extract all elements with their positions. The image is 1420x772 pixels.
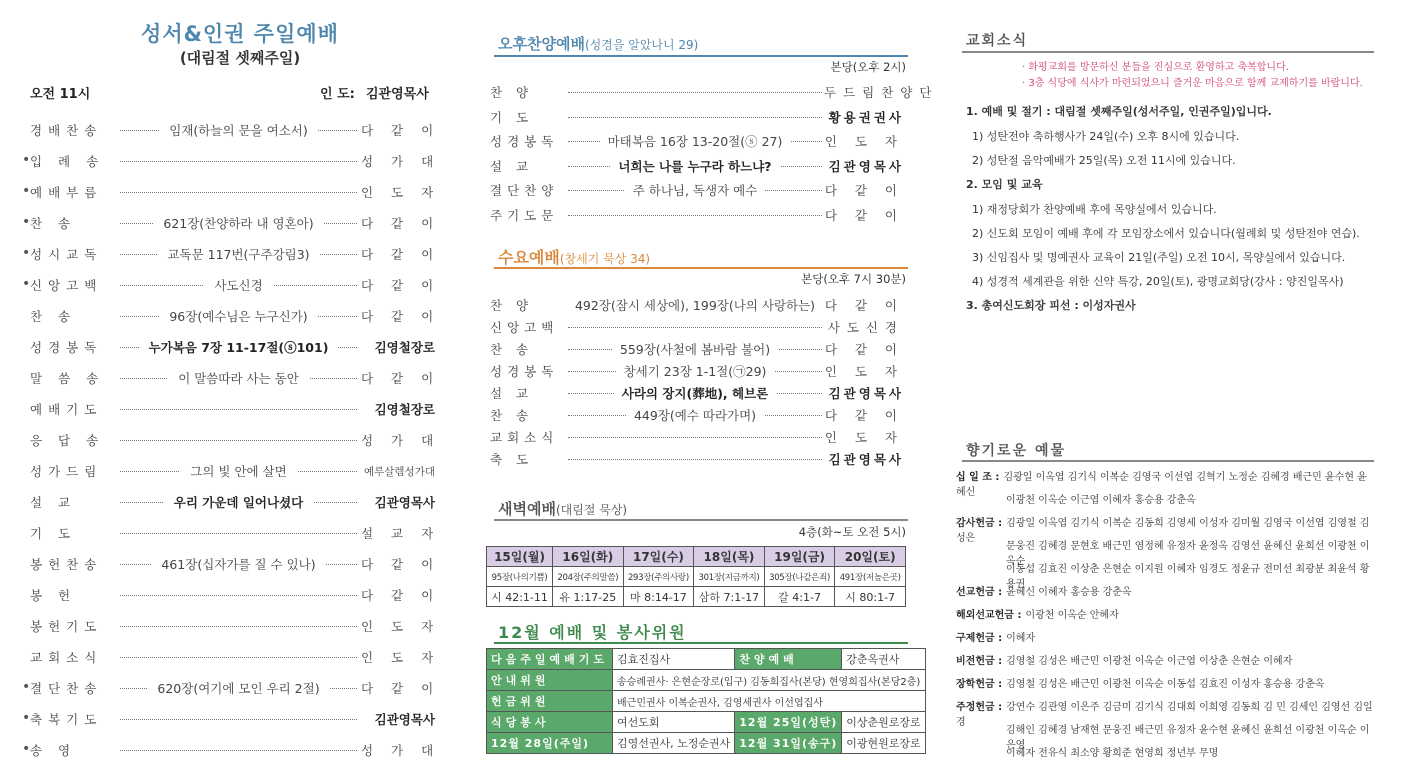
row-detail	[566, 205, 824, 225]
dec25-label: 12월 25일(성탄)	[735, 712, 842, 733]
offering-label: 헌금위원	[487, 691, 613, 712]
offering-label: 장학헌금 :	[956, 679, 1003, 690]
servants-title: 12월 예배 및 봉사위원	[498, 623, 687, 642]
dawn-song: 305장(나같은죄)	[764, 567, 835, 587]
bullet-icon: •	[22, 679, 31, 695]
worship-row	[30, 461, 435, 481]
row-person: 인 도 자	[824, 430, 904, 445]
row-person: 인 도 자	[361, 185, 441, 200]
row-detail	[566, 180, 824, 200]
praise-value: 강춘옥권사	[842, 649, 925, 670]
worship-row	[30, 182, 441, 202]
row-detail	[116, 120, 361, 140]
row-label: 찬 송	[30, 309, 77, 324]
row-person: 인 도 자	[361, 650, 441, 665]
service-row	[490, 427, 904, 447]
bullet-icon: •	[22, 245, 31, 261]
servants-table	[486, 648, 926, 754]
row-label: 봉헌기도	[30, 619, 103, 634]
row-detail	[116, 151, 361, 171]
row-label: 성가드림	[30, 464, 103, 479]
row-detail	[566, 107, 824, 127]
offering-line	[956, 677, 1376, 700]
offering-value: 배근민권사 이복순권사, 김영세권사 이선엽집사	[613, 691, 926, 712]
service-row	[490, 295, 904, 315]
row-label: 주기도문	[490, 207, 559, 223]
worship-row	[30, 430, 441, 450]
row-label: 신앙고백	[30, 278, 103, 293]
row-label: 설 교	[30, 495, 77, 510]
offering-line	[956, 562, 1376, 590]
dotted-leader	[120, 719, 357, 720]
row-person: 다 같 이	[824, 298, 904, 313]
afternoon-place: 본당(오후 2시)	[830, 60, 906, 74]
offerings-list	[956, 470, 1376, 769]
row-text: 620장(여기에 모인 우리 2절)	[147, 679, 329, 697]
row-person: 다 같 이	[361, 371, 441, 386]
dotted-leader	[120, 440, 357, 441]
row-person: 성 가 대	[361, 433, 441, 448]
row-person: 다 같 이	[361, 588, 441, 603]
row-detail	[116, 740, 361, 760]
row-text: 그의 빛 안에 살면	[180, 462, 296, 480]
row-person: 김영철장로	[374, 340, 435, 355]
dec31-value: 이광현원로장로	[842, 733, 925, 754]
row-person: 사도신경	[827, 320, 904, 335]
offering-names: 이혜자 전유식 최소양 황희준 현영희 정년부 무명	[1006, 748, 1219, 759]
row-person: 다 같 이	[824, 183, 904, 198]
row-detail	[116, 709, 361, 729]
bullet-icon: •	[22, 741, 31, 757]
service-row	[490, 405, 904, 425]
page-title: 성서&인권 주일예배	[141, 22, 339, 46]
row-text: 창세기 23장 1-1절(㉠29)	[616, 362, 775, 380]
worship-row	[30, 151, 441, 171]
welcome-line-2: · 3층 식당에 식사가 마련되었으니 즐거운 마음으로 함께 교제하기를 바랍니다.	[1022, 78, 1363, 89]
next-prayer-label: 다음주일예배기도	[487, 649, 613, 670]
row-person: 인 도 자	[824, 364, 904, 379]
offering-names: 이혜자	[1006, 633, 1036, 644]
row-label: 찬 송	[490, 408, 534, 423]
offering-line	[956, 516, 1376, 544]
row-person: 성 가 대	[361, 154, 441, 169]
row-detail	[116, 616, 361, 636]
row-detail	[116, 182, 361, 202]
offering-label: 비전헌금 :	[956, 656, 1003, 667]
service-row	[490, 317, 904, 337]
worship-row	[30, 616, 441, 636]
service-row	[490, 107, 904, 127]
row-person: 황용권권사	[828, 109, 904, 125]
offering-names: 윤혜신 이혜자 홍승용 강춘옥	[1006, 587, 1132, 598]
row-text: 559장(사철에 봄바람 불어)	[612, 340, 778, 358]
service-row	[490, 449, 904, 469]
dotted-leader	[568, 215, 822, 216]
service-row	[490, 205, 904, 225]
worship-row	[30, 585, 441, 605]
row-person: 다 같 이	[361, 681, 441, 696]
row-label: 설 교	[490, 386, 534, 401]
row-detail	[566, 317, 824, 337]
offering-line	[956, 493, 1376, 516]
row-label: 성경봉독	[490, 364, 559, 379]
row-detail	[116, 585, 361, 605]
leader-name: 김관영목사	[366, 87, 429, 102]
row-text: 449장(예수 따라가며)	[626, 406, 764, 424]
praise-label: 찬양예배	[735, 649, 842, 670]
divider	[494, 642, 908, 644]
news-item: 1) 성탄전야 축하행사가 24일(수) 오후 8시에 있습니다.	[972, 130, 1240, 143]
offering-names: 강연수 김관영 이은주 김금미 김기식 김대희 이희영 김동희 김 민 김세인 김영선 김일경	[956, 702, 1373, 728]
row-detail	[566, 405, 824, 425]
divider	[962, 460, 1374, 462]
row-detail	[116, 337, 361, 357]
row-label: 응 답 송	[30, 433, 105, 448]
worship-row	[30, 492, 435, 512]
row-label: 입 례 송	[30, 154, 105, 169]
worship-row	[30, 523, 441, 543]
dawn-verse: 시 42:1-11	[487, 587, 553, 607]
worship-row	[30, 306, 441, 326]
row-person: 김관영목사	[828, 158, 904, 174]
row-detail	[116, 554, 361, 574]
row-person: 다 같 이	[824, 207, 904, 223]
day-header: 15일(월)	[487, 547, 553, 567]
row-label: 말 씀 송	[30, 371, 105, 386]
service-row	[490, 156, 904, 176]
row-text: 너희는 나를 누구라 하느냐?	[610, 157, 779, 175]
row-text: 492장(잠시 세상에), 199장(나의 사랑하는)	[567, 296, 823, 314]
kitchen-label: 식당봉사	[487, 712, 613, 733]
row-text: 우리 가운데 일어나셨다	[164, 493, 313, 511]
dawn-verse: 마 8:14-17	[623, 587, 694, 607]
row-detail	[566, 295, 824, 315]
offering-line	[956, 700, 1376, 728]
row-person: 다 같 이	[361, 123, 441, 138]
row-text: 마태복음 16장 13-20절(ⓢ 27)	[600, 132, 791, 150]
service-row	[490, 339, 904, 359]
row-detail	[566, 131, 824, 151]
offering-line	[956, 470, 1376, 498]
row-label: 예배부름	[30, 185, 103, 200]
row-detail	[116, 461, 361, 481]
dawn-song: 95장(나의기쁨)	[487, 567, 553, 587]
leader-label: 인 도:	[320, 87, 355, 102]
row-label: 기 도	[490, 109, 534, 125]
row-label: 결단찬양	[490, 183, 559, 198]
row-detail	[116, 678, 361, 698]
service-row	[490, 82, 939, 102]
row-text: 임재(하늘의 문을 여소서)	[159, 121, 317, 139]
offering-label: 주정헌금 :	[956, 702, 1003, 713]
row-text: 96장(예수님은 누구신가)	[159, 307, 317, 325]
row-text: 사도신경	[204, 276, 272, 294]
dotted-leader	[568, 117, 822, 118]
row-person: 김관영목사	[374, 495, 435, 510]
row-text: 621장(찬양하라 내 영혼아)	[153, 214, 323, 232]
service-row	[490, 131, 904, 151]
row-detail	[116, 306, 361, 326]
row-label: 신앙고백	[490, 320, 559, 335]
row-detail	[116, 368, 361, 388]
dotted-leader	[120, 533, 357, 534]
day-header: 17일(수)	[623, 547, 694, 567]
row-label: 기 도	[30, 526, 77, 541]
service-row	[490, 180, 904, 200]
dawn-song: 204장(주의말씀)	[553, 567, 624, 587]
guide-value: 송승례권사· 은현순장로(입구) 김동희집사(본당) 현영희집사(본당2층)	[613, 670, 926, 691]
page-subtitle: (대림절 셋째주일)	[179, 49, 301, 67]
wednesday-title: 수요예배(창세기 묵상 34)	[498, 248, 651, 267]
dotted-leader	[568, 327, 822, 328]
bullet-icon: •	[22, 152, 31, 168]
offering-names: 문웅진 김혜경 문현호 배근민 염정혜 유정자 윤정옥 김영선 윤혜신 윤희선 이광천 이옥순	[1006, 541, 1370, 567]
row-label: 성경봉독	[30, 340, 103, 355]
worship-row	[30, 337, 435, 357]
row-person: 두드림찬양단	[824, 85, 939, 100]
row-person: 다 같 이	[361, 557, 441, 572]
row-text: 사라의 장지(葬地), 헤브론	[614, 384, 776, 402]
row-text: 이 말씀따라 사는 동안	[168, 369, 309, 387]
row-label: 찬 송	[490, 342, 534, 357]
row-person: 인 도 자	[824, 134, 904, 149]
row-text: 주 하나님, 독생자 예수	[625, 181, 766, 199]
dawn-place: 4층(화~토 오전 5시)	[798, 525, 906, 539]
offering-label: 감사헌금 :	[956, 518, 1003, 529]
dec31-label: 12월 31일(송구)	[735, 733, 842, 754]
row-label: 성경봉독	[490, 134, 559, 149]
offering-names: 이광천 이옥순 이근엽 이혜자 홍승용 강춘옥	[1006, 495, 1196, 506]
row-person: 다 같 이	[361, 247, 441, 262]
bullet-icon: •	[22, 710, 31, 726]
offerings-title: 향기로운 예물	[966, 443, 1067, 459]
row-detail	[566, 449, 824, 469]
service-row	[490, 383, 904, 403]
row-detail	[116, 275, 361, 295]
row-label: 경배찬송	[30, 123, 103, 138]
news-title: 교회소식	[966, 33, 1029, 49]
row-person: 김관영목사	[374, 712, 435, 727]
offering-line	[956, 631, 1376, 654]
row-detail	[566, 361, 824, 381]
offering-names: 이동섭 김효진 이상춘 은현순 이지원 이혜자 임경도 정윤규 전미선 최광분 최윤석 황용권	[1006, 564, 1370, 590]
news-item: 1) 재정당회가 찬양예배 후에 목양실에서 있습니다.	[972, 203, 1217, 216]
offering-names: 김해인 김혜경 남재현 문웅진 배근민 유정자 윤수현 윤혜신 윤희선 이광천 이옥순 이은영	[1006, 725, 1370, 751]
service-time: 오전 11시	[30, 87, 91, 102]
row-label: 교회소식	[490, 430, 559, 445]
news-item: 2) 신도회 모임이 예배 후에 각 모임장소에서 있습니다(월례회 및 성탄전야 연습).	[972, 227, 1360, 240]
row-detail	[116, 492, 361, 512]
dec25-value: 이상춘원로장로	[842, 712, 925, 733]
row-label: 찬 양	[490, 298, 534, 313]
row-detail	[116, 213, 361, 233]
news-item: 1. 예배 및 절기 : 대림절 셋째주일(성서주일, 인권주일)입니다.	[966, 105, 1272, 118]
dotted-leader	[120, 595, 357, 596]
row-label: 찬 양	[490, 85, 534, 100]
dotted-leader	[120, 626, 357, 627]
dawn-verse: 삼하 7:1-17	[694, 587, 765, 607]
welcome-line-1: · 화평교회를 방문하신 분들을 진심으로 환영하고 축복합니다.	[1022, 62, 1289, 73]
kitchen-value: 여선도회	[613, 712, 735, 733]
offering-line	[956, 608, 1376, 631]
news-column	[942, 0, 1420, 772]
dec28-label: 12월 28일(주일)	[487, 733, 613, 754]
dawn-song: 491장(저높은곳)	[835, 567, 906, 587]
dotted-leader	[568, 92, 822, 93]
row-text: 교독문 117번(구주강림3)	[157, 245, 319, 263]
worship-row	[30, 554, 441, 574]
dawn-song: 301장(지금까지)	[694, 567, 765, 587]
dotted-leader	[568, 437, 822, 438]
dawn-song: 293장(주의사랑)	[623, 567, 694, 587]
worship-row	[30, 244, 441, 264]
news-item: 3. 총여신도회장 피선 : 이성자권사	[966, 299, 1136, 312]
row-label: 축 도	[490, 452, 534, 467]
dotted-leader	[120, 161, 357, 162]
divider	[494, 267, 908, 269]
news-item: 4) 성경적 세계관을 위한 신약 특강, 20일(토), 광명교회당(강사 : 양진일목사)	[972, 275, 1344, 288]
offering-line	[956, 539, 1376, 567]
worship-row	[30, 740, 441, 760]
dotted-leader	[120, 750, 357, 751]
worship-row	[30, 678, 441, 698]
divider	[494, 519, 908, 521]
dawn-schedule-table	[486, 546, 906, 607]
offering-label: 십 일 조 :	[956, 472, 1000, 483]
bullet-icon: •	[22, 214, 31, 230]
row-label: 봉헌찬송	[30, 557, 103, 572]
offering-names: 김광일 이옥엽 김기식 이복순 김영국 이선엽 김혁기 노정순 김혜경 배근민 윤수현 윤혜신	[956, 472, 1367, 498]
row-person: 김관영목사	[828, 386, 904, 401]
day-header: 16일(화)	[553, 547, 624, 567]
other-services-column	[478, 0, 939, 772]
row-person: 다 같 이	[361, 309, 441, 324]
row-person: 예루살렘성가대	[363, 465, 435, 478]
dawn-verse: 갈 4:1-7	[764, 587, 835, 607]
row-detail	[116, 430, 361, 450]
worship-row	[30, 275, 441, 295]
row-person: 다 같 이	[824, 342, 904, 357]
dotted-leader	[120, 192, 357, 193]
row-label: 찬 송	[30, 216, 77, 231]
news-item: 2) 성탄절 음악예배가 25일(목) 오전 11시에 있습니다.	[972, 154, 1236, 167]
offering-names: 김영철 김성은 배근민 이광천 이옥순 이동섭 김효진 이성자 홍승용 강춘옥	[1006, 679, 1325, 690]
row-label: 예배기도	[30, 402, 103, 417]
row-label: 성시교독	[30, 247, 103, 262]
worship-row	[30, 709, 435, 729]
row-detail	[566, 82, 824, 102]
row-detail	[566, 427, 824, 447]
dotted-leader	[120, 657, 357, 658]
dotted-leader	[568, 459, 822, 460]
row-person: 인 도 자	[361, 619, 441, 634]
row-detail	[566, 339, 824, 359]
row-label: 축복기도	[30, 712, 103, 727]
offering-line	[956, 746, 1376, 769]
bullet-icon: •	[22, 276, 31, 292]
row-detail	[566, 383, 824, 403]
divider	[494, 55, 908, 57]
worship-row	[30, 213, 441, 233]
row-detail	[116, 244, 361, 264]
news-item: 3) 신임집사 및 명예권사 교육이 21일(주일) 오전 10시, 목양실에서 있습니다.	[972, 251, 1346, 264]
offering-line	[956, 723, 1376, 751]
row-detail	[116, 399, 361, 419]
wednesday-place: 본당(오후 7시 30분)	[801, 272, 906, 286]
offering-line	[956, 654, 1376, 677]
worship-row	[30, 399, 435, 419]
row-detail	[116, 647, 361, 667]
dotted-leader	[120, 409, 357, 410]
dawn-verse: 유 1:17-25	[553, 587, 624, 607]
row-detail	[116, 523, 361, 543]
worship-row	[30, 647, 441, 667]
offering-label: 해외선교헌금 :	[956, 610, 1022, 621]
dec28-value: 김영선권사, 노정순권사	[613, 733, 735, 754]
dawn-verse: 시 80:1-7	[835, 587, 906, 607]
day-header: 19일(금)	[764, 547, 835, 567]
offering-label: 구제헌금 :	[956, 633, 1003, 644]
afternoon-title: 오후찬양예배(성경을 알았나니 29)	[498, 35, 699, 53]
row-person: 다 같 이	[824, 408, 904, 423]
row-label: 설 교	[490, 158, 534, 174]
row-label: 송 영	[30, 743, 77, 758]
worship-row	[30, 120, 441, 140]
day-header: 20일(토)	[835, 547, 906, 567]
row-detail	[566, 156, 824, 176]
row-label: 교회소식	[30, 650, 103, 665]
sunday-service-column	[0, 0, 460, 772]
row-text: 누가복음 7장 11-17절(ⓢ101)	[139, 338, 339, 356]
divider	[962, 51, 1374, 53]
row-person: 김관영목사	[828, 452, 904, 467]
dawn-title: 새벽예배(대림절 묵상)	[498, 500, 628, 518]
service-row	[490, 361, 904, 381]
day-header: 18일(목)	[694, 547, 765, 567]
bullet-icon: •	[22, 183, 31, 199]
row-text: 461장(십자가를 질 수 있나)	[151, 555, 325, 573]
offering-line	[956, 585, 1376, 608]
row-person: 성 가 대	[361, 743, 441, 758]
next-prayer-value: 김효진집사	[613, 649, 735, 670]
row-person: 다 같 이	[361, 278, 441, 293]
guide-label: 안내위원	[487, 670, 613, 691]
offering-label: 선교헌금 :	[956, 587, 1003, 598]
offering-names: 김영철 김성은 배근민 이광천 이옥순 이근엽 이상춘 은현순 이혜자	[1006, 656, 1293, 667]
offering-names: 김광일 이옥엽 김기식 이복순 김동희 김영세 이성자 김미월 김영국 이선엽 김영철 김성은	[956, 518, 1370, 544]
worship-row	[30, 368, 441, 388]
row-person: 김영철장로	[374, 402, 435, 417]
offering-names: 이광천 이옥순 안혜자	[1025, 610, 1119, 621]
news-item: 2. 모임 및 교육	[966, 178, 1043, 191]
row-person: 설 교 자	[361, 526, 441, 541]
row-label: 봉 헌	[30, 588, 77, 603]
row-person: 다 같 이	[361, 216, 441, 231]
row-label: 결단찬송	[30, 681, 103, 696]
